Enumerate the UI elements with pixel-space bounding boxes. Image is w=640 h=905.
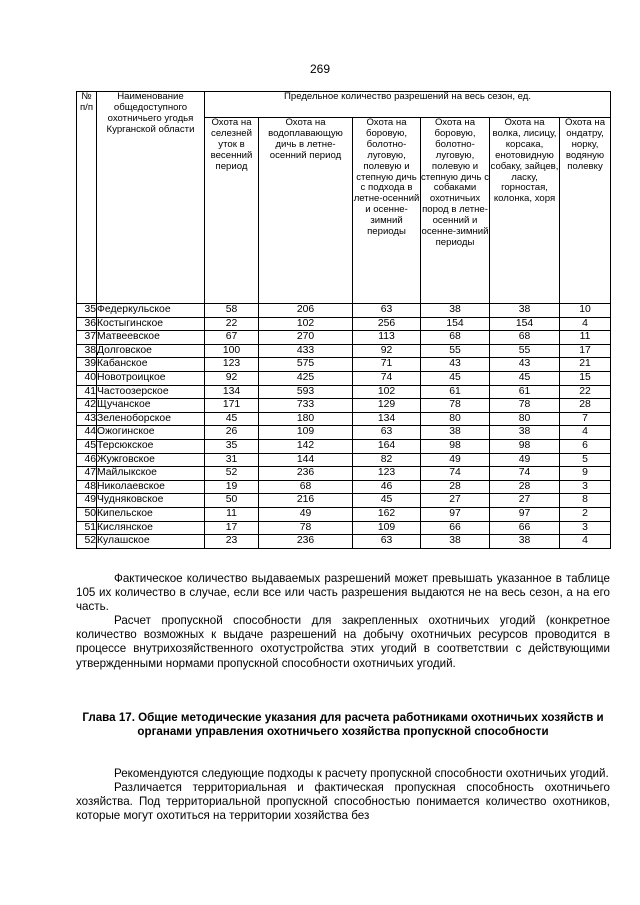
hunting-ground-name: Николаевское xyxy=(97,480,205,494)
permit-count: 66 xyxy=(490,521,560,535)
table-row xyxy=(77,535,611,549)
permit-count: 97 xyxy=(490,507,560,521)
hunting-ground-name: Костыгинское xyxy=(97,317,205,331)
permit-count: 100 xyxy=(205,344,259,358)
permit-count: 80 xyxy=(421,412,490,426)
row-number: 47 xyxy=(77,467,97,481)
hunting-ground-name: Кабанское xyxy=(97,358,205,372)
permit-count: 45 xyxy=(205,412,259,426)
permit-count: 55 xyxy=(421,344,490,358)
permit-count: 78 xyxy=(259,521,353,535)
permit-count: 31 xyxy=(205,453,259,467)
permit-count: 17 xyxy=(560,344,611,358)
permit-count: 45 xyxy=(353,494,421,508)
permit-count: 164 xyxy=(353,439,421,453)
permit-count: 134 xyxy=(353,412,421,426)
permit-count: 28 xyxy=(421,480,490,494)
hunting-ground-name: Щучанское xyxy=(97,399,205,413)
permit-count: 27 xyxy=(490,494,560,508)
permit-count: 74 xyxy=(490,467,560,481)
permit-count: 46 xyxy=(353,480,421,494)
permit-count: 142 xyxy=(259,439,353,453)
permit-count: 8 xyxy=(560,494,611,508)
permit-count: 17 xyxy=(205,521,259,535)
row-number: 50 xyxy=(77,507,97,521)
permit-count: 22 xyxy=(560,385,611,399)
permit-count: 38 xyxy=(421,304,490,318)
permit-count: 9 xyxy=(560,467,611,481)
paragraph: Фактическое количество выдаваемых разрешений может превышать указанное в таблице 105 их количество в случае, если все или часть разрешения выдаются не на весь сезон, а на его часть. xyxy=(76,572,610,614)
hunting-ground-name: Кислянское xyxy=(97,521,205,535)
permit-count: 26 xyxy=(205,426,259,440)
hunting-ground-name: Чудняковское xyxy=(97,494,205,508)
permit-count: 49 xyxy=(490,453,560,467)
permit-count: 63 xyxy=(353,304,421,318)
page-number: 269 xyxy=(309,62,331,76)
permit-count: 102 xyxy=(353,385,421,399)
permit-count: 270 xyxy=(259,331,353,345)
permit-count: 4 xyxy=(560,426,611,440)
row-number: 52 xyxy=(77,535,97,549)
hunting-permits-table xyxy=(76,91,611,549)
permit-count: 109 xyxy=(259,426,353,440)
row-number: 40 xyxy=(77,371,97,385)
permit-count: 21 xyxy=(560,358,611,372)
permit-count: 74 xyxy=(421,467,490,481)
permit-count: 5 xyxy=(560,453,611,467)
permit-count: 61 xyxy=(421,385,490,399)
hunting-ground-name: Зеленоборское xyxy=(97,412,205,426)
permit-count: 68 xyxy=(259,480,353,494)
table-row xyxy=(77,426,611,440)
permit-count: 113 xyxy=(353,331,421,345)
text-block-top xyxy=(76,572,610,671)
permit-count: 50 xyxy=(205,494,259,508)
header-hunting-ground-name: Наименование общедоступного охотничьего угодья Курганской области xyxy=(97,92,205,304)
permit-count: 71 xyxy=(353,358,421,372)
table-row xyxy=(77,344,611,358)
permit-count: 23 xyxy=(205,535,259,549)
paragraph: Различается территориальная и фактическая пропускная способность охотничьего хозяйства. Под территориальной пропускной способностью понимается количество охотников, которые могут охотиться на территории хозяйства без xyxy=(76,781,610,823)
permit-count: 28 xyxy=(560,399,611,413)
permit-count: 92 xyxy=(353,344,421,358)
permit-count: 63 xyxy=(353,535,421,549)
permit-count: 6 xyxy=(560,439,611,453)
row-number: 41 xyxy=(77,385,97,399)
permit-count: 236 xyxy=(259,467,353,481)
permit-count: 2 xyxy=(560,507,611,521)
permit-count: 11 xyxy=(205,507,259,521)
permit-count: 109 xyxy=(353,521,421,535)
hunting-ground-name: Кулашское xyxy=(97,535,205,549)
permit-count: 38 xyxy=(490,304,560,318)
permit-count: 123 xyxy=(353,467,421,481)
table-row xyxy=(77,412,611,426)
chapter-heading: Глава 17. Общие методические указания для расчета работниками охотничьих хозяйств и органами управления охотничьего хозяйства пропускной способности xyxy=(82,711,604,739)
row-number: 37 xyxy=(77,331,97,345)
column-header: Охота на боровую, болотно-луговую, полевую и степную дичь с собаками охотничьих пород в летне-осенний и осенне-зимний периоды xyxy=(421,118,490,304)
row-number: 43 xyxy=(77,412,97,426)
permit-count: 102 xyxy=(259,317,353,331)
paragraph: Рекомендуются следующие подходы к расчету пропускной способности охотничьих угодий. xyxy=(114,767,609,780)
permit-count: 4 xyxy=(560,317,611,331)
table-row xyxy=(77,371,611,385)
permit-count: 154 xyxy=(421,317,490,331)
table-row xyxy=(77,507,611,521)
permit-count: 55 xyxy=(490,344,560,358)
permit-count: 52 xyxy=(205,467,259,481)
row-number: 44 xyxy=(77,426,97,440)
hunting-ground-name: Частоозерское xyxy=(97,385,205,399)
permit-count: 67 xyxy=(205,331,259,345)
hunting-ground-name: Матвеевское xyxy=(97,331,205,345)
permit-count: 45 xyxy=(490,371,560,385)
permit-count: 92 xyxy=(205,371,259,385)
permit-count: 180 xyxy=(259,412,353,426)
hunting-ground-name: Ожогинское xyxy=(97,426,205,440)
permit-count: 236 xyxy=(259,535,353,549)
header-permit-limit: Предельное количество разрешений на весь сезон, ед. xyxy=(205,92,611,118)
permit-count: 10 xyxy=(560,304,611,318)
permit-count: 58 xyxy=(205,304,259,318)
hunting-ground-name: Терсюкское xyxy=(97,439,205,453)
column-header: Охота на волка, лисицу, корсака, енотовидную собаку, зайцев, ласку, горностая, колонка, хоря xyxy=(490,118,560,304)
header-number: № п/п xyxy=(77,92,97,304)
permit-count: 49 xyxy=(421,453,490,467)
permit-count: 733 xyxy=(259,399,353,413)
permit-count: 38 xyxy=(490,426,560,440)
table-row xyxy=(77,480,611,494)
column-header: Охота на селезней уток в весенний период xyxy=(205,118,259,304)
permit-count: 43 xyxy=(421,358,490,372)
table-row xyxy=(77,385,611,399)
permit-count: 425 xyxy=(259,371,353,385)
permit-count: 66 xyxy=(421,521,490,535)
permit-count: 38 xyxy=(421,535,490,549)
permit-count: 38 xyxy=(490,535,560,549)
permit-count: 256 xyxy=(353,317,421,331)
column-header: Охота на ондатру, норку, водяную полевку xyxy=(560,118,611,304)
permit-count: 61 xyxy=(490,385,560,399)
permit-count: 45 xyxy=(421,371,490,385)
hunting-ground-name: Новотроицкое xyxy=(97,371,205,385)
permit-count: 11 xyxy=(560,331,611,345)
permit-count: 68 xyxy=(490,331,560,345)
permit-count: 49 xyxy=(259,507,353,521)
text-block-bottom xyxy=(76,767,610,823)
table-row xyxy=(77,467,611,481)
permit-count: 575 xyxy=(259,358,353,372)
table-row xyxy=(77,439,611,453)
permit-count: 35 xyxy=(205,439,259,453)
permit-count: 78 xyxy=(490,399,560,413)
row-number: 49 xyxy=(77,494,97,508)
permit-count: 63 xyxy=(353,426,421,440)
table-row xyxy=(77,453,611,467)
hunting-ground-name: Федеркульское xyxy=(97,304,205,318)
table-row xyxy=(77,331,611,345)
table-row xyxy=(77,304,611,318)
row-number: 39 xyxy=(77,358,97,372)
permit-count: 129 xyxy=(353,399,421,413)
permit-count: 3 xyxy=(560,521,611,535)
permit-count: 98 xyxy=(490,439,560,453)
row-number: 51 xyxy=(77,521,97,535)
permit-count: 98 xyxy=(421,439,490,453)
hunting-ground-name: Майлыкское xyxy=(97,467,205,481)
permit-count: 80 xyxy=(490,412,560,426)
permit-count: 123 xyxy=(205,358,259,372)
hunting-ground-name: Кипельское xyxy=(97,507,205,521)
permit-count: 206 xyxy=(259,304,353,318)
table-row xyxy=(77,399,611,413)
permit-count: 154 xyxy=(490,317,560,331)
row-number: 36 xyxy=(77,317,97,331)
row-number: 42 xyxy=(77,399,97,413)
permit-count: 134 xyxy=(205,385,259,399)
permit-count: 433 xyxy=(259,344,353,358)
column-header: Охота на боровую, болотно-луговую, полевую и степную дичь с подхода в летне-осенний и осенне-зимний периоды xyxy=(353,118,421,304)
row-number: 48 xyxy=(77,480,97,494)
permit-count: 78 xyxy=(421,399,490,413)
hunting-ground-name: Жужговское xyxy=(97,453,205,467)
table-row xyxy=(77,494,611,508)
permit-count: 28 xyxy=(490,480,560,494)
permit-count: 19 xyxy=(205,480,259,494)
column-header: Охота на водоплавающую дичь в летне-осенний период xyxy=(259,118,353,304)
permit-count: 22 xyxy=(205,317,259,331)
permit-count: 3 xyxy=(560,480,611,494)
table-row xyxy=(77,358,611,372)
permit-count: 593 xyxy=(259,385,353,399)
row-number: 38 xyxy=(77,344,97,358)
permit-count: 97 xyxy=(421,507,490,521)
row-number: 35 xyxy=(77,304,97,318)
permit-count: 7 xyxy=(560,412,611,426)
permit-count: 4 xyxy=(560,535,611,549)
paragraph: Расчет пропускной способности для закрепленных охотничьих угодий (конкретное количество возможных к выдаче разрешений на добычу охотничьих ресурсов проводится в процессе внутрихозяйственного охотустройства этих угодий в соответствии с действующими утвержденными нормами пропускной способности охотничьих угодий. xyxy=(76,614,610,670)
permit-count: 43 xyxy=(490,358,560,372)
permit-count: 216 xyxy=(259,494,353,508)
row-number: 45 xyxy=(77,439,97,453)
row-number: 46 xyxy=(77,453,97,467)
permit-count: 38 xyxy=(421,426,490,440)
permit-count: 27 xyxy=(421,494,490,508)
hunting-ground-name: Долговское xyxy=(97,344,205,358)
permit-count: 144 xyxy=(259,453,353,467)
table-row xyxy=(77,521,611,535)
permit-count: 171 xyxy=(205,399,259,413)
permit-count: 82 xyxy=(353,453,421,467)
permit-count: 15 xyxy=(560,371,611,385)
permit-count: 162 xyxy=(353,507,421,521)
table-row xyxy=(77,317,611,331)
permit-count: 68 xyxy=(421,331,490,345)
permit-count: 74 xyxy=(353,371,421,385)
